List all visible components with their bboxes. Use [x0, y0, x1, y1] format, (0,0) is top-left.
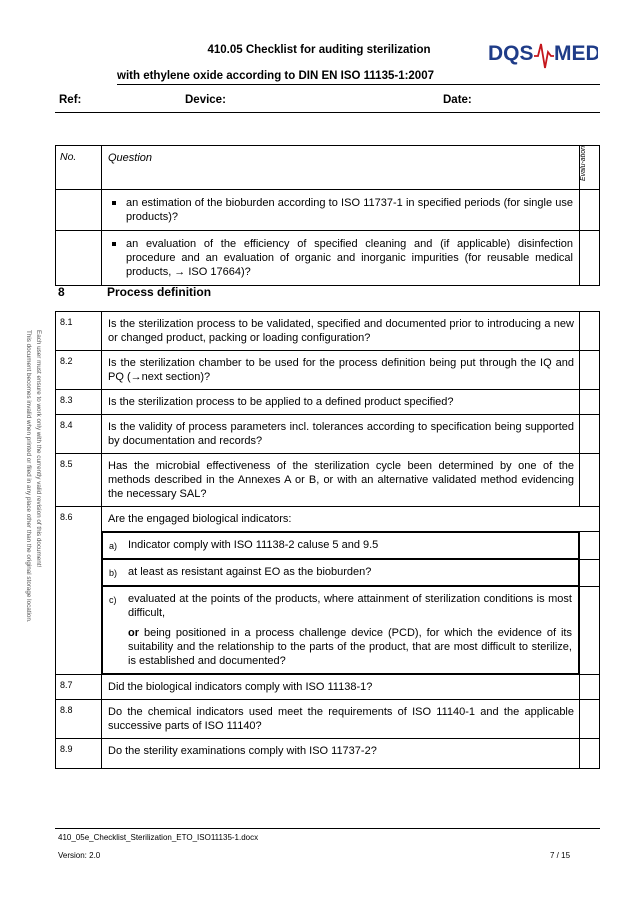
question-number: 8.9 [56, 739, 102, 769]
bullet-item: an estimation of the bioburden according to ISO 11737-1 in specified periods (for single use products)? [102, 190, 580, 231]
side-validity-note [18, 330, 44, 660]
ref-label: Ref: [59, 94, 82, 106]
question-number: 8.4 [56, 415, 102, 454]
logo-pulse-icon [534, 44, 554, 68]
evaluation-cell[interactable] [580, 190, 600, 231]
sub-item [102, 559, 579, 586]
table-row [56, 231, 600, 286]
evaluation-cell[interactable] [580, 312, 600, 351]
question-text: Is the sterilization process to be validated, specified and documented prior to introducing a new or changed product, packing or loading configuration? [102, 312, 580, 351]
evaluation-cell[interactable] [580, 559, 600, 586]
sub-item-text: Indicator comply with ISO 11138-2 caluse 5 and 9.5 [128, 539, 379, 551]
question-number: 8.1 [56, 312, 102, 351]
table-row [56, 351, 600, 390]
document-title-line2: with ethylene oxide according to DIN EN ISO 11135-1:2007 [117, 70, 434, 82]
footer-filename: 410_05e_Checklist_Sterilization_ETO_ISO11135-1.docx [58, 833, 259, 842]
date-label: Date: [443, 94, 472, 106]
evaluation-cell[interactable] [580, 532, 600, 560]
evaluation-cell[interactable] [580, 586, 600, 675]
footer-version: Version: 2.0 [58, 851, 101, 860]
column-evaluation-header: Evalu-ation [580, 146, 600, 190]
side-note-line2: Each user must ensure to work only with the currently valid revision of this document! [35, 330, 42, 568]
sub-item-text: evaluated at the points of the products, where attainment of sterilization conditions is most difficult, [128, 593, 572, 619]
table-row [56, 507, 600, 532]
evaluation-cell[interactable] [580, 700, 600, 739]
continuation-table [55, 145, 600, 286]
logo-text-left: DQS [488, 42, 534, 65]
question-number: 8.2 [56, 351, 102, 390]
question-text: Is the sterilization process to be applied to a defined product specified? [102, 390, 580, 415]
table-row [56, 312, 600, 351]
title-underline [117, 84, 600, 85]
question-text: Do the sterility examinations comply with ISO 11737-2? [102, 739, 580, 769]
sub-item [102, 586, 579, 674]
side-note-line1: This document becomes invalid when printed or filed in any place other than the original storage location. [25, 330, 32, 623]
sub-item-letter: b) [109, 568, 118, 578]
footer-page-number: 7 / 15 [550, 851, 571, 860]
question-text: Did the biological indicators comply with ISO 11138-1? [102, 675, 580, 700]
or-keyword: or [128, 627, 139, 639]
question-text: Has the microbial effectiveness of the sterilization cycle been determined by one of the methods described in the Annexes A or B, or with an alternative validated method evidencing the necessary SAL? [102, 454, 580, 507]
question-number: 8.8 [56, 700, 102, 739]
dqs-med-logo [488, 38, 598, 70]
logo-text-right: MED [554, 42, 598, 65]
sub-item-alt-text: being positioned in a process challenge device (PCD), for which the evidence of its suitability and the relationship to the parts of the product, that are most difficult to sterilize, is established and documented? [128, 627, 572, 667]
section-number: 8 [58, 285, 65, 299]
table-row [56, 675, 600, 700]
sub-item-row [56, 532, 600, 560]
evaluation-cell[interactable] [580, 415, 600, 454]
sub-item-letter: c) [109, 595, 117, 605]
table-row [56, 415, 600, 454]
section-title: Process definition [107, 285, 212, 299]
question-number: 8.7 [56, 675, 102, 700]
question-number: 8.5 [56, 454, 102, 507]
document-title-line1: 410.05 Checklist for auditing sterilization [207, 44, 431, 56]
empty-no-cell [56, 190, 102, 231]
table-row [56, 700, 600, 739]
question-number: 8.3 [56, 390, 102, 415]
header-rule [55, 112, 600, 113]
table-header-row [56, 146, 600, 190]
question-text: Do the chemical indicators used meet the requirements of ISO 11140-1 and the applicable successive parts of ISO 11140? [102, 700, 580, 739]
column-no-header: No. [56, 146, 102, 190]
question-text: Is the validity of process parameters incl. tolerances according to specification being supported by documentation and records? [102, 415, 580, 454]
table-row [56, 190, 600, 231]
footer-rule [55, 828, 600, 829]
device-label: Device: [185, 94, 226, 106]
sub-item-letter: a) [109, 541, 118, 551]
question-text: Are the engaged biological indicators: [102, 507, 600, 532]
bullet-item: an evaluation of the efficiency of specified cleaning and (if applicable) disinfection procedure and an evaluation of organic and inorganic impurities (for reusable medical products, → ISO 17664)? [102, 231, 580, 286]
evaluation-cell[interactable] [580, 675, 600, 700]
empty-no-cell [56, 231, 102, 286]
table-row [56, 454, 600, 507]
evaluation-cell[interactable] [580, 739, 600, 769]
evaluation-cell[interactable] [580, 390, 600, 415]
process-definition-table [55, 311, 600, 769]
question-text: Is the sterilization chamber to be used for the process definition being put through the IQ and PQ (→next section)? [102, 351, 580, 390]
sub-item-row [56, 586, 600, 675]
sub-item-text: at least as resistant against EO as the bioburden? [128, 566, 372, 578]
question-number: 8.6 [56, 507, 102, 675]
evaluation-cell[interactable] [580, 231, 600, 286]
column-question-header: Question [102, 146, 580, 190]
evaluation-cell[interactable] [580, 454, 600, 507]
table-row [56, 390, 600, 415]
sub-item [102, 532, 579, 559]
sub-item-row [56, 559, 600, 586]
table-row [56, 739, 600, 769]
evaluation-cell[interactable] [580, 351, 600, 390]
